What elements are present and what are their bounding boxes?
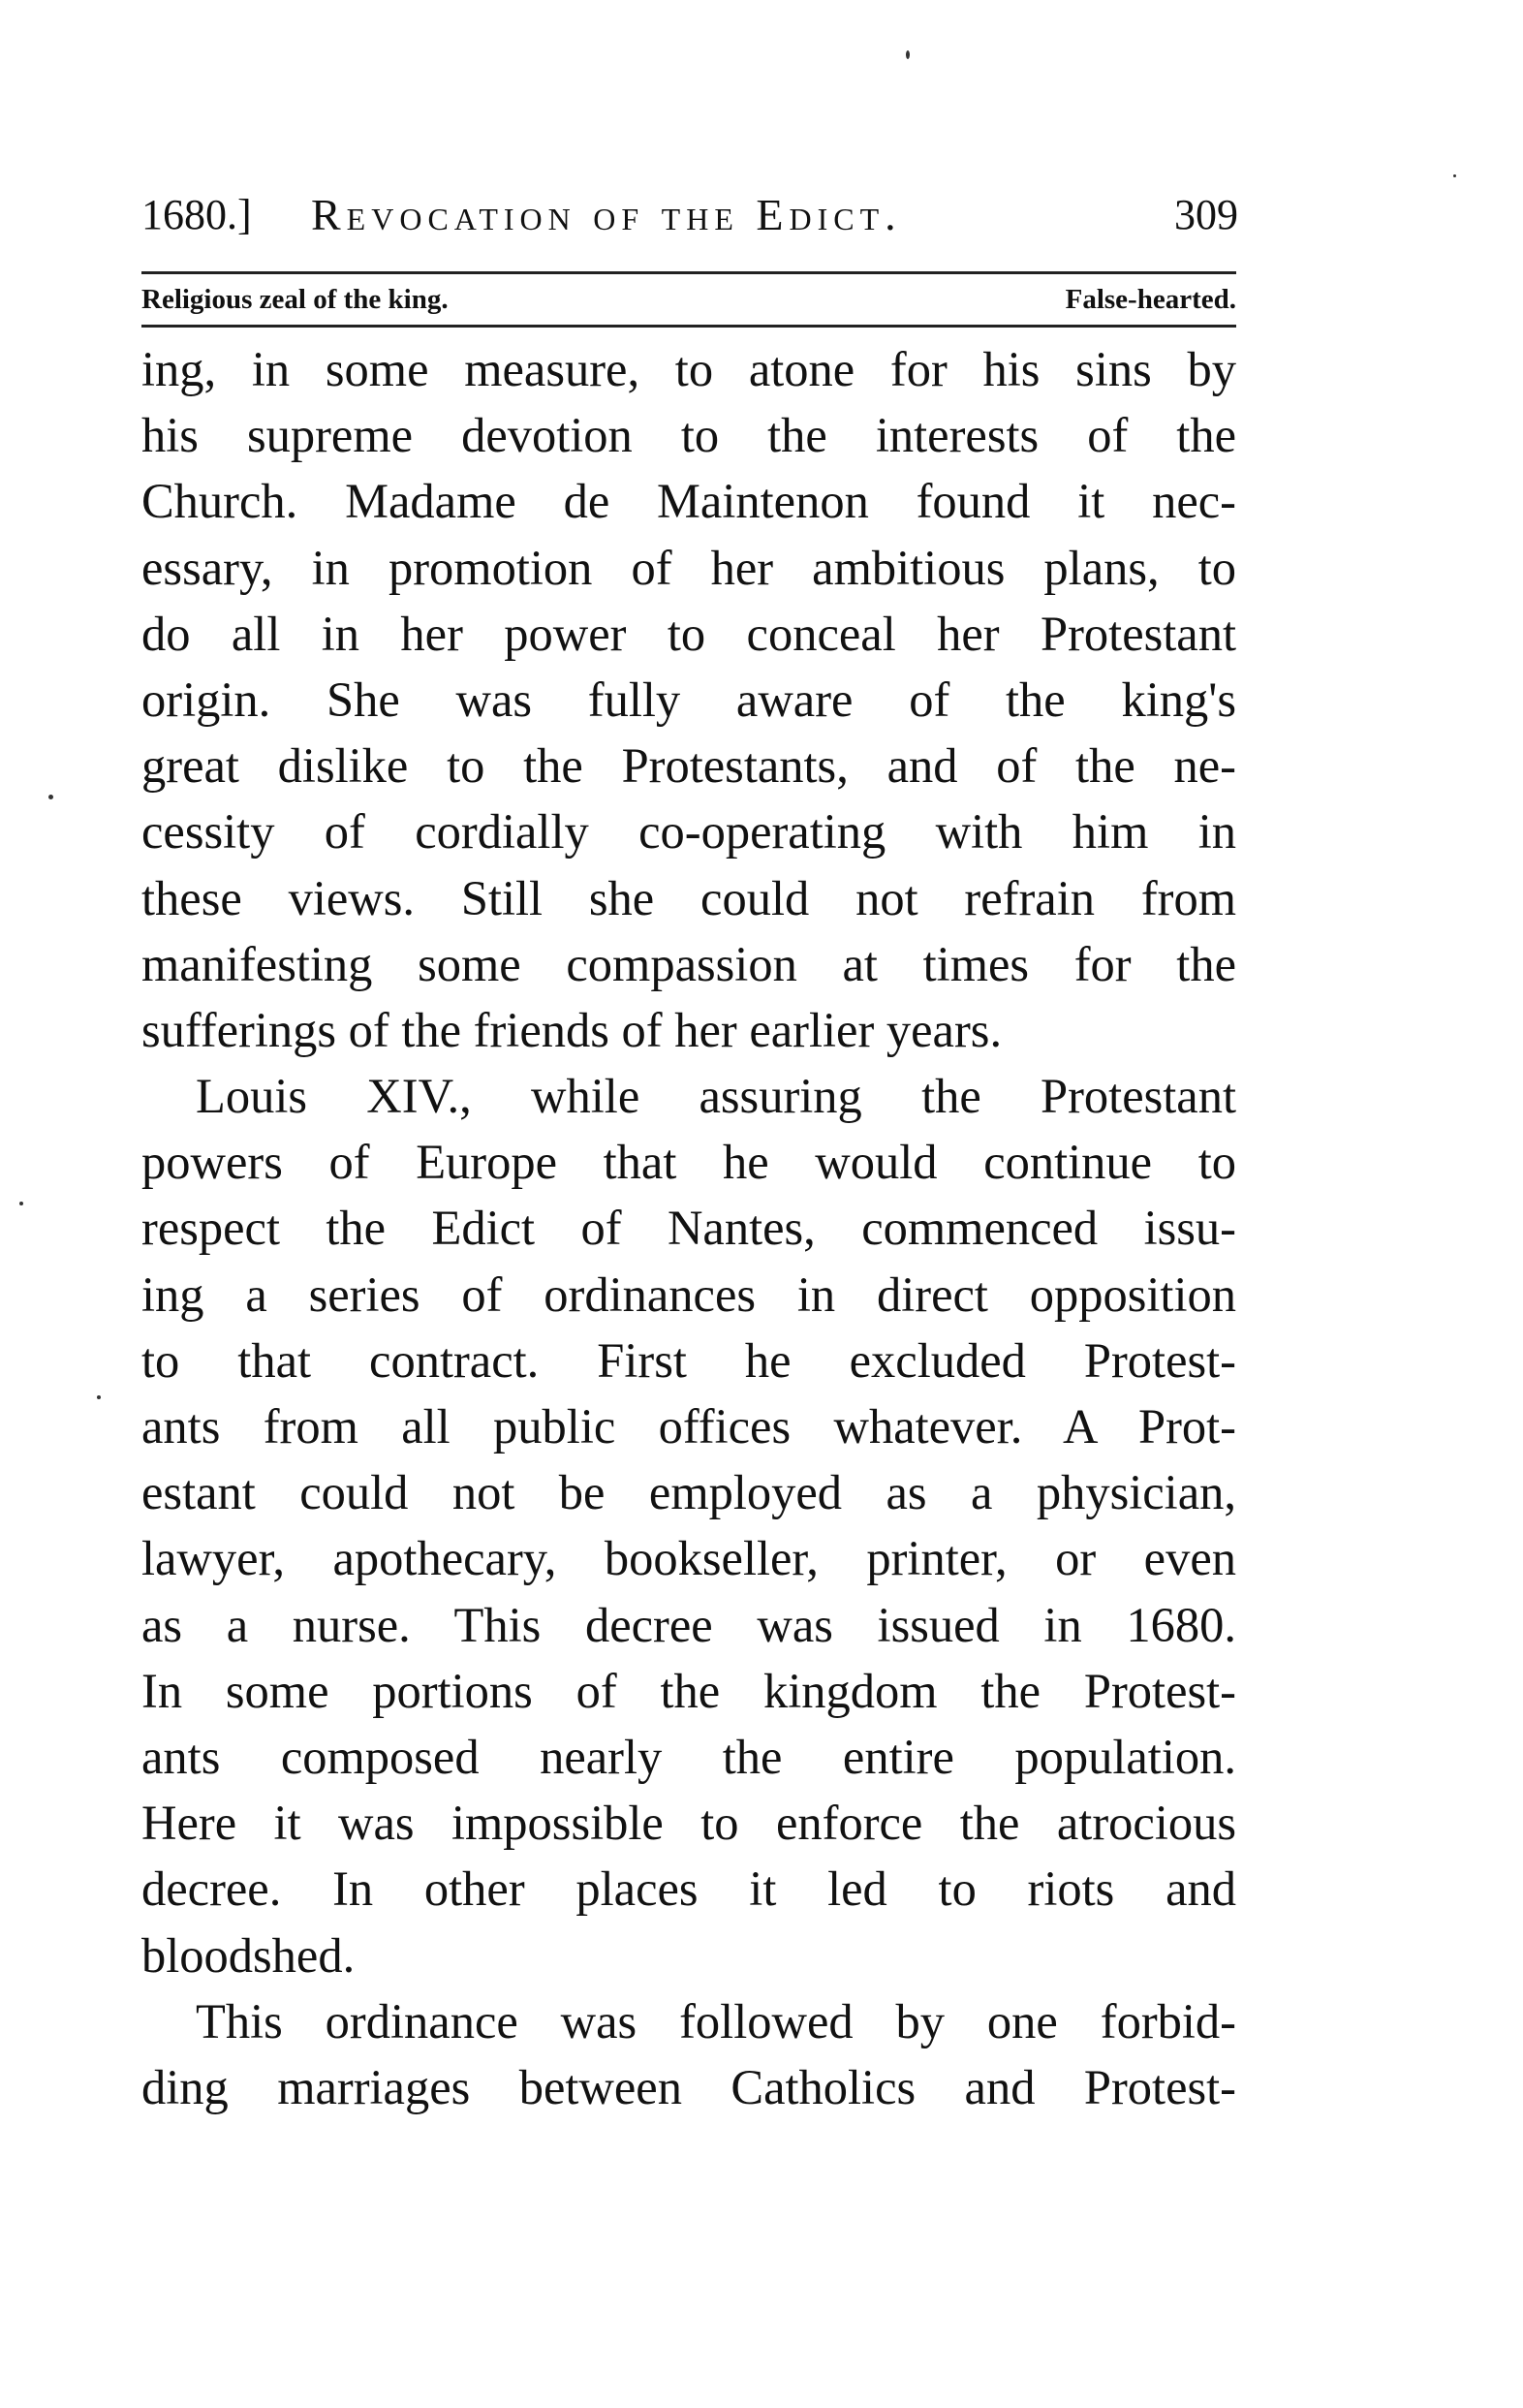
text-line: In some portions of the kingdom the Protest- bbox=[141, 1663, 1236, 1718]
text-line: Here it was impossible to enforce the atrocious bbox=[141, 1796, 1236, 1851]
text-line: his supreme devotion to the interests of the bbox=[141, 408, 1236, 463]
paragraph bbox=[141, 1988, 1236, 2120]
scan-speck bbox=[48, 795, 53, 799]
text-line: great dislike to the Protestants, and of the ne- bbox=[141, 738, 1236, 794]
text-line: ing a series of ordinances in direct opposition bbox=[141, 1267, 1236, 1322]
paragraph bbox=[141, 1063, 1236, 1988]
text-line: lawyer, apothecary, bookseller, printer, or even bbox=[141, 1531, 1236, 1586]
header-year: 1680.] bbox=[141, 191, 252, 238]
text-line: Louis XIV., while assuring the Protestant bbox=[196, 1069, 1236, 1124]
side-notes bbox=[141, 277, 1236, 322]
text-line: these views. Still she could not refrain from bbox=[141, 870, 1236, 925]
text-line: to that contract. First he excluded Protest- bbox=[141, 1332, 1236, 1388]
book-page bbox=[141, 184, 1238, 2114]
running-head bbox=[141, 184, 1236, 246]
text-line: ding marriages between Catholics and Protest- bbox=[141, 2059, 1236, 2114]
text-line: as a nurse. This decree was issued in 1680. bbox=[141, 1597, 1236, 1652]
text-line: estant could not be employed as a physician, bbox=[141, 1465, 1236, 1520]
text-line: ants composed nearly the entire population. bbox=[141, 1729, 1236, 1784]
paragraph bbox=[141, 336, 1236, 1063]
text-line: manifesting some compassion at times for the bbox=[141, 936, 1236, 991]
header-rule-bottom bbox=[141, 325, 1236, 328]
text-line: origin. She was fully aware of the king's bbox=[141, 672, 1236, 727]
scan-speck bbox=[906, 50, 910, 59]
text-line: decree. In other places it led to riots and bbox=[141, 1861, 1236, 1917]
scan-speck bbox=[19, 1202, 23, 1205]
text-line: ing, in some measure, to atone for his sins by bbox=[141, 342, 1236, 396]
header-rule-top bbox=[141, 271, 1236, 274]
text-line: respect the Edict of Nantes, commenced issu- bbox=[141, 1201, 1236, 1256]
text-line: Church. Madame de Maintenon found it nec- bbox=[141, 474, 1236, 529]
scan-speck bbox=[1453, 174, 1456, 177]
scan-speck bbox=[97, 1395, 101, 1399]
text-line: ants from all public offices whatever. A Prot- bbox=[141, 1399, 1236, 1454]
body-text bbox=[141, 336, 1236, 2120]
text-line: This ordinance was followed by one forbid- bbox=[196, 1993, 1236, 2048]
side-note-left: Religious zeal of the king. bbox=[141, 284, 449, 315]
text-line: powers of Europe that he would continue to bbox=[141, 1135, 1236, 1190]
text-line: essary, in promotion of her ambitious plans, to bbox=[141, 540, 1236, 595]
text-line: cessity of cordially co-operating with him in bbox=[141, 804, 1236, 860]
page-number: 309 bbox=[1174, 191, 1238, 238]
header-title: Revocation of the Edict. bbox=[311, 190, 902, 239]
text-line: do all in her power to conceal her Protestant bbox=[141, 606, 1236, 661]
text-line: bloodshed. bbox=[141, 1927, 356, 1983]
side-note-right: False-hearted. bbox=[1065, 284, 1236, 315]
text-line: sufferings of the friends of her earlier years. bbox=[141, 1002, 1003, 1057]
